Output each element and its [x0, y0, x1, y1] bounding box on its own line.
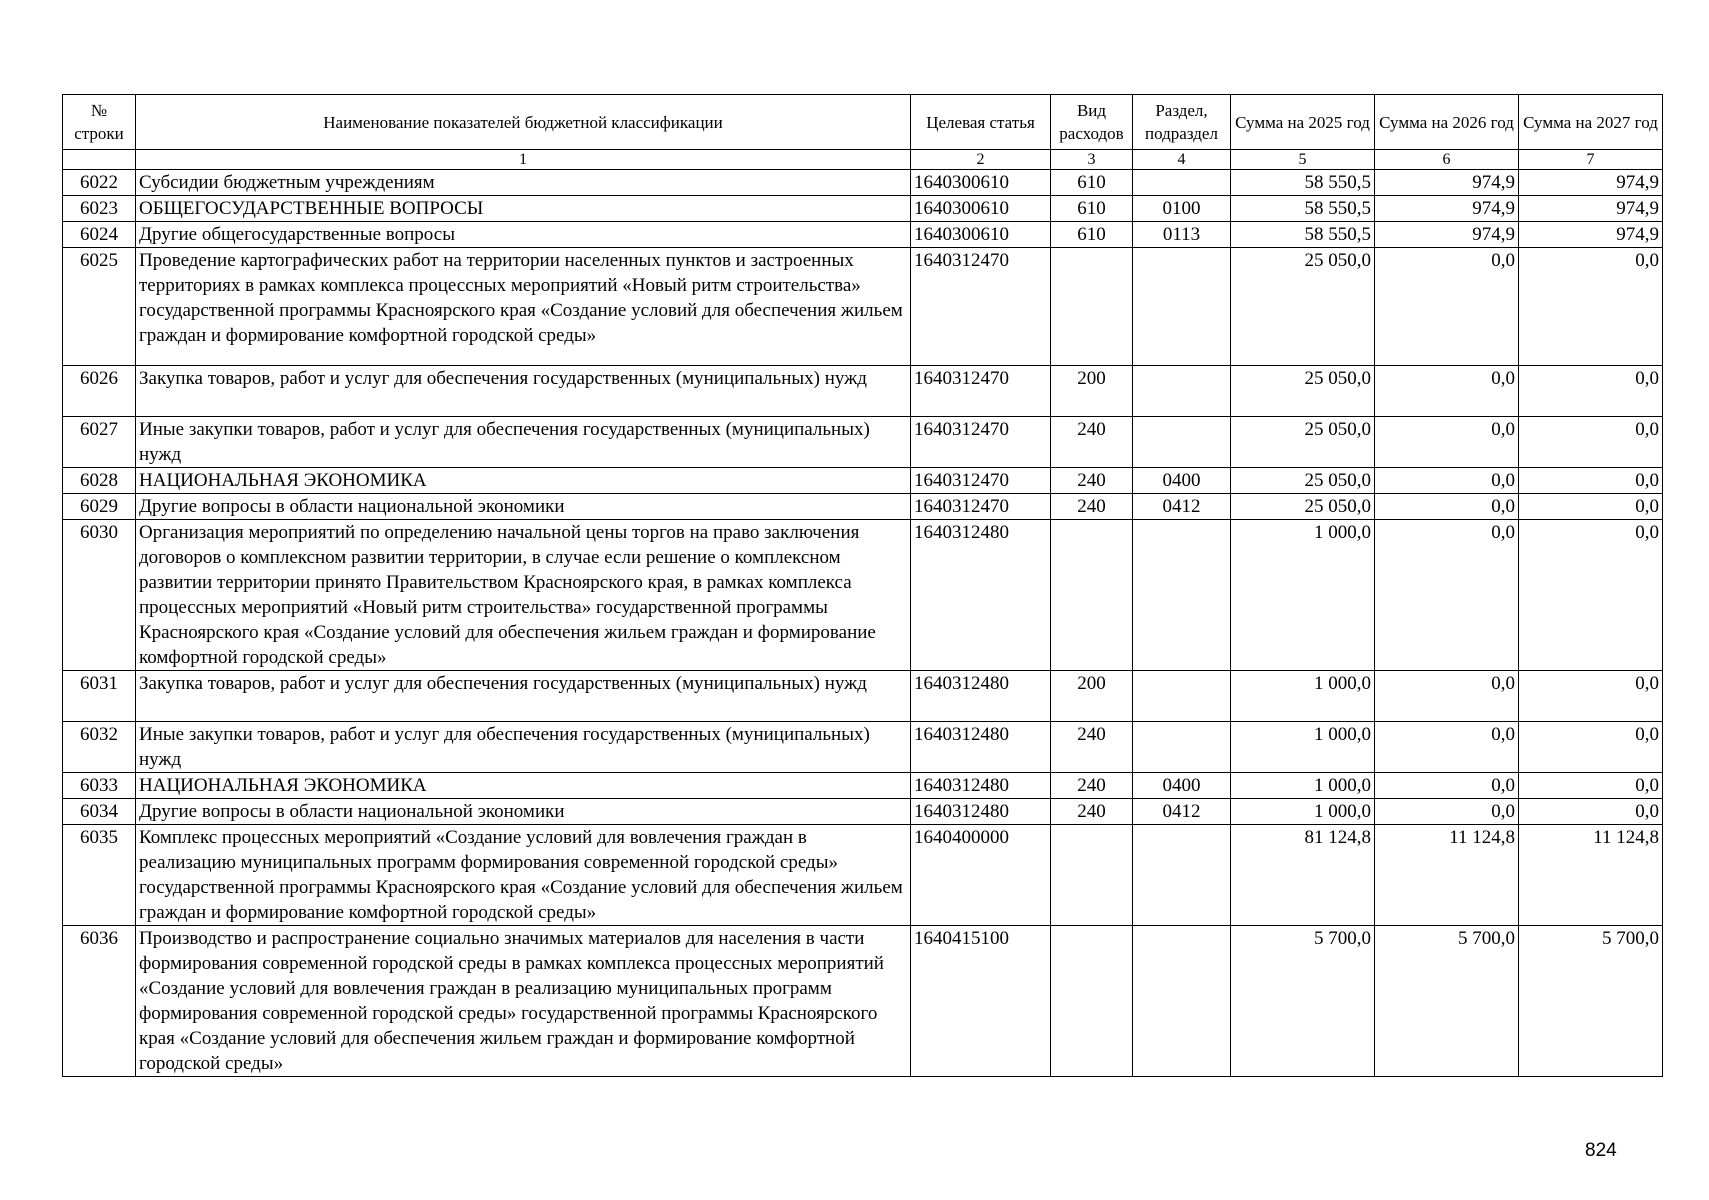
- table-row: [63, 417, 1663, 468]
- row-number: 6029: [63, 494, 136, 520]
- table-row: [63, 468, 1663, 494]
- row-section: 0400: [1133, 468, 1231, 494]
- table-row: [63, 773, 1663, 799]
- table-header: [63, 95, 1663, 150]
- row-number: 6035: [63, 825, 136, 926]
- header-row-no: № строки: [63, 95, 136, 150]
- row-target: 1640300610: [911, 222, 1051, 248]
- row-kind: 610: [1051, 170, 1133, 196]
- row-2027: 0,0: [1519, 722, 1663, 773]
- row-2026: 0,0: [1375, 417, 1519, 468]
- table-row: [63, 222, 1663, 248]
- table-row: [63, 366, 1663, 417]
- row-target: 1640312480: [911, 773, 1051, 799]
- table-row: [63, 722, 1663, 773]
- colnum-2: 2: [911, 150, 1051, 170]
- colnum-3: 3: [1051, 150, 1133, 170]
- row-target: 1640312480: [911, 520, 1051, 671]
- row-number: 6022: [63, 170, 136, 196]
- row-name: ОБЩЕГОСУДАРСТВЕННЫЕ ВОПРОСЫ: [136, 196, 911, 222]
- row-2026: 0,0: [1375, 366, 1519, 417]
- row-section: [1133, 926, 1231, 1077]
- budget-table: [62, 94, 1663, 1077]
- row-section: [1133, 366, 1231, 417]
- row-2025: 1 000,0: [1231, 520, 1375, 671]
- row-2027: 0,0: [1519, 417, 1663, 468]
- row-2026: 974,9: [1375, 196, 1519, 222]
- header-2027: Сумма на 2027 год: [1519, 95, 1663, 150]
- row-number: 6024: [63, 222, 136, 248]
- row-name: Субсидии бюджетным учреждениям: [136, 170, 911, 196]
- header-row: [63, 95, 1663, 150]
- row-number: 6028: [63, 468, 136, 494]
- row-2027: 0,0: [1519, 366, 1663, 417]
- row-2025: 1 000,0: [1231, 671, 1375, 722]
- row-kind: 610: [1051, 196, 1133, 222]
- row-kind: 240: [1051, 799, 1133, 825]
- colnum-7: 7: [1519, 150, 1663, 170]
- row-number: 6034: [63, 799, 136, 825]
- row-target: 1640312480: [911, 799, 1051, 825]
- row-section: [1133, 248, 1231, 366]
- colnum-5: 5: [1231, 150, 1375, 170]
- row-2025: 81 124,8: [1231, 825, 1375, 926]
- row-kind: 200: [1051, 366, 1133, 417]
- row-2026: 11 124,8: [1375, 825, 1519, 926]
- row-section: 0412: [1133, 494, 1231, 520]
- row-kind: 240: [1051, 494, 1133, 520]
- page-number: 824: [1585, 1140, 1617, 1161]
- table-row: [63, 494, 1663, 520]
- row-kind: 240: [1051, 722, 1133, 773]
- row-target: 1640312480: [911, 671, 1051, 722]
- row-2025: 5 700,0: [1231, 926, 1375, 1077]
- row-number: 6031: [63, 671, 136, 722]
- table-row: [63, 799, 1663, 825]
- row-target: 1640312470: [911, 366, 1051, 417]
- row-2027: 0,0: [1519, 671, 1663, 722]
- row-name: Проведение картографических работ на территории населенных пунктов и застроенных территориях в рамках комплекса процессных мероприятий «Новый ритм строительства» государственной программы Красноярского края «Создание условий для обеспечения жильем граждан и формирование комфортной городской среды»: [136, 248, 911, 366]
- row-name: Иные закупки товаров, работ и услуг для обеспечения государственных (муниципальных) нужд: [136, 417, 911, 468]
- row-2025: 58 550,5: [1231, 196, 1375, 222]
- header-name: Наименование показателей бюджетной классификации: [136, 95, 911, 150]
- row-2027: 974,9: [1519, 222, 1663, 248]
- row-number: 6023: [63, 196, 136, 222]
- row-2027: 0,0: [1519, 520, 1663, 671]
- row-section: 0412: [1133, 799, 1231, 825]
- row-2026: 0,0: [1375, 468, 1519, 494]
- header-2025: Сумма на 2025 год: [1231, 95, 1375, 150]
- row-2027: 974,9: [1519, 170, 1663, 196]
- row-target: 1640312470: [911, 494, 1051, 520]
- row-2027: 11 124,8: [1519, 825, 1663, 926]
- colnum-1: 1: [136, 150, 911, 170]
- row-target: 1640300610: [911, 196, 1051, 222]
- row-number: 6027: [63, 417, 136, 468]
- row-2026: 0,0: [1375, 671, 1519, 722]
- row-2025: 58 550,5: [1231, 222, 1375, 248]
- row-section: 0400: [1133, 773, 1231, 799]
- row-name: Комплекс процессных мероприятий «Создание условий для вовлечения граждан в реализацию муниципальных программ формирования современной городской среды» государственной программы Красноярского края «Создание условий для обеспечения жильем граждан и формирование комфортной городской среды»: [136, 825, 911, 926]
- row-section: 0113: [1133, 222, 1231, 248]
- row-2026: 974,9: [1375, 170, 1519, 196]
- row-2026: 0,0: [1375, 248, 1519, 366]
- row-section: [1133, 671, 1231, 722]
- row-target: 1640300610: [911, 170, 1051, 196]
- row-name: Закупка товаров, работ и услуг для обеспечения государственных (муниципальных) нужд: [136, 671, 911, 722]
- row-kind: 240: [1051, 773, 1133, 799]
- row-2027: 5 700,0: [1519, 926, 1663, 1077]
- row-section: [1133, 170, 1231, 196]
- row-2027: 0,0: [1519, 248, 1663, 366]
- row-section: [1133, 417, 1231, 468]
- row-name: Иные закупки товаров, работ и услуг для обеспечения государственных (муниципальных) нужд: [136, 722, 911, 773]
- row-2027: 0,0: [1519, 494, 1663, 520]
- row-2026: 0,0: [1375, 520, 1519, 671]
- row-number: 6030: [63, 520, 136, 671]
- row-2025: 1 000,0: [1231, 773, 1375, 799]
- row-target: 1640312470: [911, 468, 1051, 494]
- row-kind: 200: [1051, 671, 1133, 722]
- row-2026: 5 700,0: [1375, 926, 1519, 1077]
- row-name: Организация мероприятий по определению начальной цены торгов на право заключения договоров о комплексном развитии территории, в случае если решение о комплексном развитии территории принято Правительством Красноярского края, в рамках комплекса процессных мероприятий «Новый ритм строительства» государственной программы Красноярского края «Создание условий для обеспечения жильем граждан и формирование комфортной городской среды»: [136, 520, 911, 671]
- table-row: [63, 926, 1663, 1077]
- row-name: Производство и распространение социально значимых материалов для населения в части формирования современной городской среды в рамках комплекса процессных мероприятий «Создание условий для вовлечения граждан в реализацию муниципальных программ формирования современной городской среды» государственной программы Красноярского края «Создание условий для обеспечения жильем граждан и формирование комфортной городской среды»: [136, 926, 911, 1077]
- row-2027: 0,0: [1519, 773, 1663, 799]
- header-2026: Сумма на 2026 год: [1375, 95, 1519, 150]
- header-section: Раздел, подраздел: [1133, 95, 1231, 150]
- row-name: Другие вопросы в области национальной экономики: [136, 799, 911, 825]
- row-2027: 0,0: [1519, 799, 1663, 825]
- row-target: 1640312470: [911, 248, 1051, 366]
- row-target: 1640312480: [911, 722, 1051, 773]
- row-name: Другие вопросы в области национальной экономики: [136, 494, 911, 520]
- row-section: [1133, 722, 1231, 773]
- row-name: Другие общегосударственные вопросы: [136, 222, 911, 248]
- row-2027: 974,9: [1519, 196, 1663, 222]
- row-number: 6036: [63, 926, 136, 1077]
- table-row: [63, 248, 1663, 366]
- colnum-6: 6: [1375, 150, 1519, 170]
- row-target: 1640400000: [911, 825, 1051, 926]
- table-row: [63, 196, 1663, 222]
- row-target: 1640312470: [911, 417, 1051, 468]
- row-kind: 240: [1051, 468, 1133, 494]
- row-2025: 25 050,0: [1231, 248, 1375, 366]
- row-kind: 240: [1051, 417, 1133, 468]
- row-section: [1133, 520, 1231, 671]
- row-kind: [1051, 926, 1133, 1077]
- row-2026: 0,0: [1375, 494, 1519, 520]
- row-section: [1133, 825, 1231, 926]
- table-body: [63, 150, 1663, 1077]
- row-number: 6025: [63, 248, 136, 366]
- row-number: 6026: [63, 366, 136, 417]
- row-2026: 0,0: [1375, 773, 1519, 799]
- colnum-4: 4: [1133, 150, 1231, 170]
- column-numbers-row: [63, 150, 1663, 170]
- header-kind: Вид расходов: [1051, 95, 1133, 150]
- row-name: НАЦИОНАЛЬНАЯ ЭКОНОМИКА: [136, 468, 911, 494]
- row-kind: 610: [1051, 222, 1133, 248]
- row-2025: 1 000,0: [1231, 722, 1375, 773]
- row-2026: 0,0: [1375, 722, 1519, 773]
- row-2025: 25 050,0: [1231, 494, 1375, 520]
- row-2026: 0,0: [1375, 799, 1519, 825]
- row-2025: 25 050,0: [1231, 468, 1375, 494]
- row-name: НАЦИОНАЛЬНАЯ ЭКОНОМИКА: [136, 773, 911, 799]
- row-2025: 1 000,0: [1231, 799, 1375, 825]
- row-2027: 0,0: [1519, 468, 1663, 494]
- table-row: [63, 520, 1663, 671]
- row-section: 0100: [1133, 196, 1231, 222]
- row-kind: [1051, 825, 1133, 926]
- row-kind: [1051, 520, 1133, 671]
- row-number: 6033: [63, 773, 136, 799]
- colnum-0: [63, 150, 136, 170]
- row-number: 6032: [63, 722, 136, 773]
- table-row: [63, 170, 1663, 196]
- row-2026: 974,9: [1375, 222, 1519, 248]
- row-2025: 58 550,5: [1231, 170, 1375, 196]
- row-target: 1640415100: [911, 926, 1051, 1077]
- row-kind: [1051, 248, 1133, 366]
- table-row: [63, 825, 1663, 926]
- table-row: [63, 671, 1663, 722]
- row-2025: 25 050,0: [1231, 417, 1375, 468]
- row-2025: 25 050,0: [1231, 366, 1375, 417]
- row-name: Закупка товаров, работ и услуг для обеспечения государственных (муниципальных) нужд: [136, 366, 911, 417]
- header-target: Целевая статья: [911, 95, 1051, 150]
